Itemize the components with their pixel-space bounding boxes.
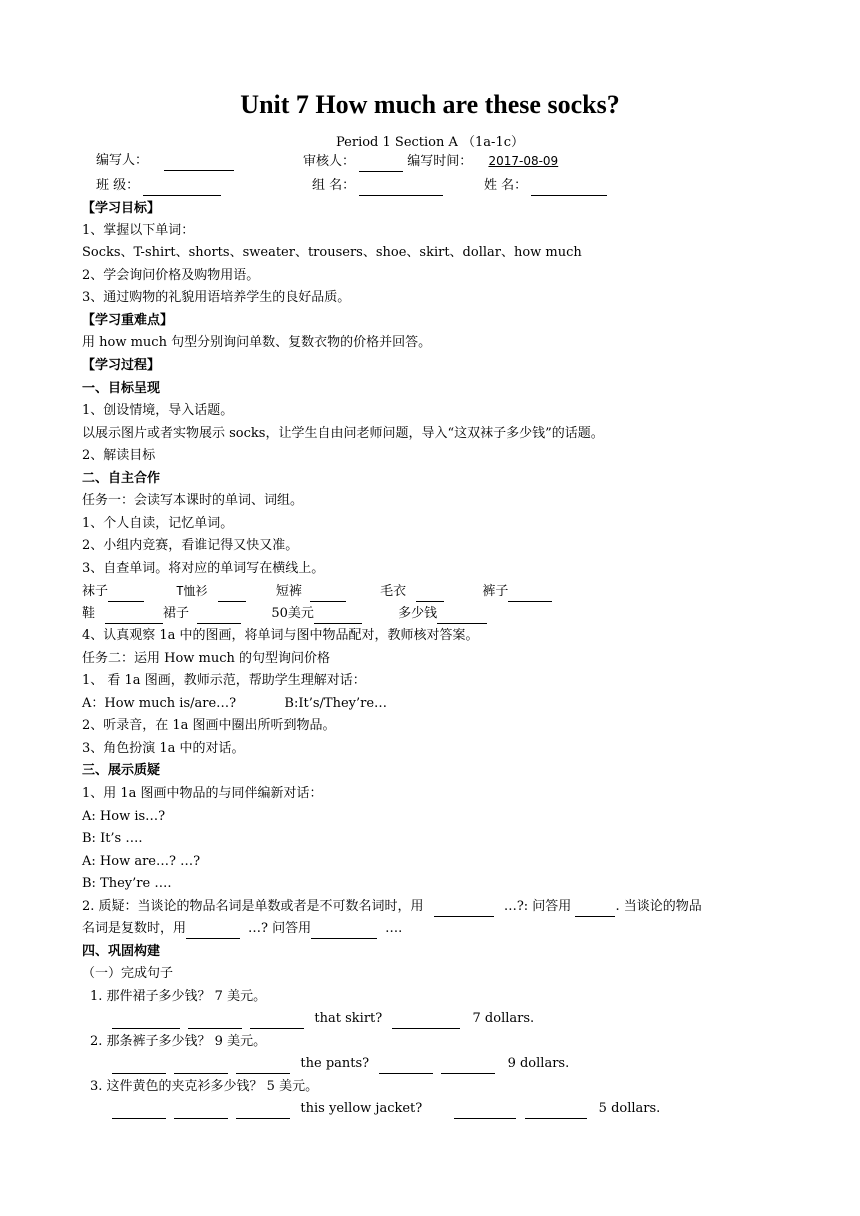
- page-title: Unit 7 How much are these socks?: [240, 90, 620, 119]
- part3-dialog-a1: A: How is…?: [82, 809, 166, 824]
- part3-dialog-b1: B: It’s ….: [82, 831, 143, 846]
- answer-blank: [236, 1104, 290, 1119]
- question-1-answer: [112, 1009, 534, 1029]
- word-blank: [218, 587, 246, 602]
- word-tshirt: T恤衫: [176, 584, 208, 598]
- question-text: 2. 质疑：当谈论的物品名词是单数或者是不可数名词时，用: [82, 899, 424, 914]
- word-blank: [416, 587, 444, 602]
- key-text: 用 how much 句型分别询问单数、复数衣物的价格并回答。: [82, 335, 432, 350]
- task2-title: 任务二：运用 How much 的句型询问价格: [82, 651, 331, 666]
- task2-item-2: 2、听录音，在 1a 图画中圈出所听到物品。: [82, 718, 336, 733]
- goal-1: 1、掌握以下单词：: [82, 223, 195, 238]
- task2-dialog: [82, 694, 387, 714]
- answer-text: 9 dollars.: [507, 1056, 570, 1071]
- word-blank: [108, 587, 144, 602]
- word-trousers: 裤子: [482, 584, 509, 599]
- word-skirt: 裙子: [163, 606, 190, 621]
- answer-blank: [575, 902, 615, 917]
- task1-title: 任务一：会读写本课时的单词、词组。: [82, 493, 304, 508]
- question-text: . 当谈论的物品: [615, 899, 702, 914]
- part4-heading: 四、巩固构建: [82, 944, 161, 959]
- answer-blank: [454, 1104, 516, 1119]
- process-heading: 【学习过程】: [82, 358, 161, 373]
- part3-dialog-b2: B: They’re ….: [82, 876, 172, 891]
- period-subtitle: Period 1 Section A （1a-1c）: [336, 135, 524, 150]
- word-blank: [197, 609, 241, 624]
- word-shoe: 鞋: [82, 606, 96, 621]
- part1-item-3: 2、解读目标: [82, 448, 156, 463]
- reviewer-blank: [359, 157, 403, 172]
- answer-text: that skirt?: [314, 1011, 383, 1026]
- sub1-heading: （一）完成句子: [82, 966, 174, 981]
- word-blank: [437, 609, 487, 624]
- dialog-a: A：How much is/are…?: [82, 696, 237, 711]
- class-blank: [143, 181, 221, 196]
- word-blank: [105, 609, 163, 624]
- part3-question-line1: [82, 897, 702, 917]
- word-row-1: [82, 581, 552, 602]
- date-label: 编写时间：: [407, 154, 473, 169]
- task1-item-4: 4、认真观察 1a 中的图画，将单词与图中物品配对，教师核对答案。: [82, 628, 479, 643]
- task1-item-3: 3、自查单词。将对应的单词写在横线上。: [82, 561, 325, 576]
- part1-item-1: 1、创设情境，导入话题。: [82, 403, 234, 418]
- task1-item-1: 1、个人自读，记忆单词。: [82, 516, 234, 531]
- word-50-dollars: 50美元: [271, 606, 314, 621]
- word-socks: 袜子: [82, 584, 109, 599]
- class-label: 班 级：: [96, 178, 140, 193]
- answer-blank: [174, 1104, 228, 1119]
- answer-blank: [174, 1059, 228, 1074]
- goals-heading: 【学习目标】: [82, 201, 161, 216]
- part1-item-2: 以展示图片或者实物展示 socks，让学生自由问老师问题，导入“这双袜子多少钱”的话题。: [82, 426, 604, 441]
- info-row-1b: [303, 151, 578, 172]
- question-3: 3. 这件黄色的夹克衫多少钱？ 5 美元。: [90, 1079, 319, 1094]
- answer-blank: [434, 902, 494, 917]
- word-how-much: 多少钱: [398, 606, 438, 621]
- word-sweater: 毛衣: [380, 584, 407, 599]
- part3-question-line2: [82, 919, 402, 939]
- question-3-answer: [112, 1099, 660, 1119]
- name-label: 姓 名：: [484, 178, 528, 193]
- answer-text: 7 dollars.: [472, 1011, 535, 1026]
- goal-1-words: Socks、T-shirt、shorts、sweater、trousers、shoe、skirt、dollar、how much: [82, 245, 582, 260]
- name-blank: [531, 181, 607, 196]
- answer-text: 5 dollars.: [598, 1101, 661, 1116]
- task2-item-1: 1、 看 1a 图画，教师示范，帮助学生理解对话：: [82, 673, 366, 688]
- key-heading: 【学习重难点】: [82, 313, 174, 328]
- task2-item-3: 3、角色扮演 1a 中的对话。: [82, 741, 245, 756]
- question-text: ….: [385, 921, 403, 936]
- answer-blank: [112, 1059, 166, 1074]
- part3-item-1: 1、用 1a 图画中物品的与同伴编新对话：: [82, 786, 323, 801]
- question-text: 名词是复数时，用: [82, 921, 187, 936]
- part2-heading: 二、自主合作: [82, 471, 161, 486]
- answer-blank: [186, 924, 240, 939]
- dialog-b: B:It’s/They’re…: [284, 696, 388, 711]
- question-2-answer: [112, 1054, 569, 1074]
- question-text: …?: 问答用: [503, 899, 572, 914]
- word-row-2: [82, 604, 487, 624]
- writer-blank: [164, 156, 234, 171]
- part3-dialog-a2: A: How are…? …?: [82, 854, 201, 869]
- info-row-2b: [312, 176, 443, 196]
- answer-blank: [311, 924, 377, 939]
- word-shorts: 短裤: [275, 584, 302, 599]
- answer-blank: [250, 1014, 304, 1029]
- goal-2: 2、学会询问价格及购物用语。: [82, 268, 260, 283]
- goal-3: 3、通过购物的礼貌用语培养学生的良好品质。: [82, 290, 351, 305]
- question-text: …? 问答用: [248, 921, 312, 936]
- writer-label: 编写人：: [96, 153, 149, 168]
- answer-blank: [112, 1014, 180, 1029]
- info-row-1: [96, 151, 234, 171]
- word-blank: [314, 609, 362, 624]
- answer-blank: [188, 1014, 242, 1029]
- question-1: 1. 那件裙子多少钱？ 7 美元。: [90, 989, 267, 1004]
- date-value: 2017-08-09: [488, 154, 559, 168]
- answer-blank: [441, 1059, 495, 1074]
- group-blank: [359, 181, 443, 196]
- answer-blank: [379, 1059, 433, 1074]
- answer-text: the pants?: [300, 1056, 370, 1071]
- part3-heading: 三、展示质疑: [82, 763, 161, 778]
- info-row-2: [96, 176, 221, 196]
- group-label: 组 名：: [312, 178, 356, 193]
- answer-blank: [525, 1104, 587, 1119]
- answer-blank: [236, 1059, 290, 1074]
- part1-heading: 一、目标呈现: [82, 381, 161, 396]
- answer-text: this yellow jacket?: [300, 1101, 423, 1116]
- reviewer-label: 审核人：: [303, 154, 356, 169]
- word-blank: [508, 587, 552, 602]
- word-blank: [310, 587, 346, 602]
- question-2: 2. 那条裤子多少钱？ 9 美元。: [90, 1034, 267, 1049]
- info-row-2c: [484, 176, 607, 196]
- answer-blank: [112, 1104, 166, 1119]
- answer-blank: [392, 1014, 460, 1029]
- task1-item-2: 2、小组内竞赛，看谁记得又快又准。: [82, 538, 299, 553]
